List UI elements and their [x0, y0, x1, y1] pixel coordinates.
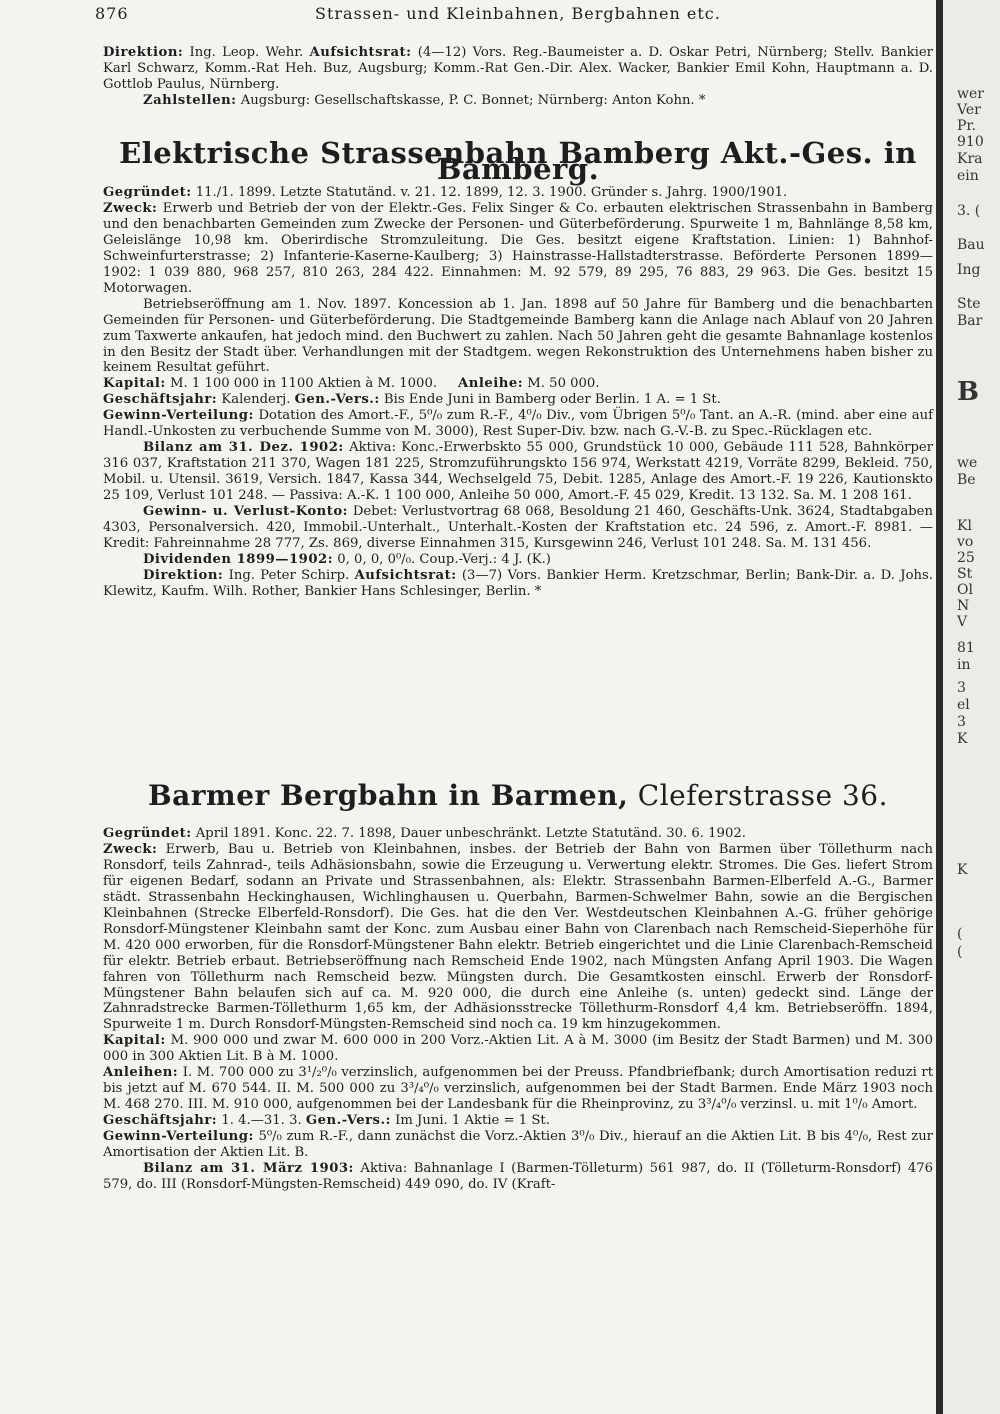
- label-genvers: Gen.-Vers.:: [305, 1113, 391, 1129]
- adjacent-fragment: Ste: [957, 296, 981, 312]
- text-direktion: Ing. Peter Schirp.: [228, 567, 350, 583]
- entry-title-bamberg: Elektrische Strassenbahn Bamberg Akt.-Ges. in Bamberg.: [119, 136, 917, 186]
- label-zweck: Zweck:: [103, 200, 158, 216]
- adjacent-fragment: 81: [957, 640, 975, 656]
- entry-title-main: Barmer Bergbahn in Barmen,: [148, 779, 629, 812]
- text-gewinn: 5⁰/₀ zum R.-F., dann zunächst die Vorz.-Aktien 3⁰/₀ Div., hierauf an die Aktien Lit. B bis 4⁰/₀, Rest zur Amortisation der Aktien Lit. B.: [103, 1129, 933, 1161]
- text-dividenden: 0, 0, 0, 0⁰/₀. Coup.-Verj.: 4 J. (K.): [337, 551, 551, 567]
- entry-title-barmen: [103, 779, 933, 812]
- running-title: Strassen- und Kleinbahnen, Bergbahnen etc.: [315, 4, 721, 23]
- adjacent-fragment: in: [957, 657, 971, 673]
- text-zweck: Erwerb, Bau u. Betrieb von Kleinbahnen, insbes. der Betrieb der Bahn von Barmen über Töllethurm nach Ronsdorf, teils Zahnrad-, teils Adhäsionsbahn, sowie die Erzeugung u. Verwertung elektr. Stromes. Die Ges. liefert Strom für eigenen Bedarf, sodann an Private und Strassenbahnen, als: Elektr. Strassenbahn Barmen-Elberfeld A.-G., Barmer städt. Strassenbahn Heckinghausen, Wichlinghausen u. Querbahn, Barmen-Schwelmer Bahn, sowie an die Bergischen Kleinbahnen (Strecke Elberfeld-Ronsdorf). Die Ges. hat die den Ver. Westdeutschen Kleinbahnen A.-G. früher gehörige Ronsdorf-Müngstener Kleinbahn samt der Konc. zum Ausbau einer Bahn von Clarenbach nach Remscheid-Sieperhöhe für M. 420 000 erworben, für die Ronsdorf-Müngstener Bahn elektr. Betrieb eingerichtet und die Linie Clarenbach-Remscheid für elektr. Betrieb erbaut. Betriebseröffnung nach Remscheid Ende 1902, nach Müngsten Anfang April 1903. Die Wagen fahren von Töllethurm nach Remscheid bezw. Müngsten durch. Die Gesamtkosten einschl. Erwerb der Ronsdorf-Müngstener Bahn belaufen sich auf ca. M. 920 000, die durch eine Anleihe (s. unten) gedeckt sind. Länge der Zahnradstrecke Barmen-Töllethurm 1,65 km, der Adhäsionsstrecke Töllethurm-Ronsdorf 4,4 km. Betriebseröffn. 1894, Spurweite 1 m. Durch Ronsdorf-Müngsten-Remscheid sind noch ca. 19 km hinzugekommen.: [103, 841, 933, 1033]
- adjacent-fragment: (: [957, 926, 963, 942]
- text-aufsichtsrat: (4—12) Vors. Reg.-Baumeister a. D. Oskar Petri, Nürnberg; Stellv. Bankier Karl Schwarz, Komm.-Rat Heh. Buz, Augsburg; Komm.-Rat Gen.-Dir. Alex. Wacker, Bankier Emil Kohn, Hauptmann a. D. Gottlob Paulus, Nürnberg.: [103, 45, 933, 92]
- adjacent-fragment: ein: [957, 168, 979, 184]
- text-gegruendet: 11./1. 1899. Letzte Statutänd. v. 21. 12. 1899, 12. 3. 1900. Gründer s. Jahrg. 1900/1901.: [195, 185, 788, 200]
- page-number: 876: [95, 4, 129, 23]
- label-gegruendet: Gegründet:: [103, 826, 192, 841]
- text-gegruendet: April 1891. Konc. 22. 7. 1898, Dauer unbeschränkt. Letzte Statutänd. 30. 6. 1902.: [195, 826, 746, 841]
- adjacent-fragment: St: [957, 566, 973, 582]
- adjacent-fragment: Bau: [957, 237, 985, 253]
- adjacent-page-strip: [943, 0, 1000, 1414]
- adjacent-fragment: V: [957, 614, 968, 630]
- adjacent-fragment: Kra: [957, 151, 983, 167]
- text-bilanz: Aktiva: Bahnanlage I (Barmen-Tölleturm) 561 987, do. II (Tölleturm-Ronsdorf) 476 579, do. III (Ronsdorf-Müngsten-Remscheid) 449 090, do. IV (Kraft-: [103, 1161, 933, 1192]
- page-header: [95, 6, 940, 28]
- label-anleihen: Anleihen:: [103, 1065, 179, 1081]
- adjacent-fragment: Bar: [957, 313, 983, 329]
- label-aufsichtsrat: Aufsichtsrat:: [309, 45, 412, 60]
- label-bilanz: Bilanz am 31. Dez. 1902:: [143, 440, 344, 456]
- label-aufsichtsrat: Aufsichtsrat:: [354, 567, 457, 583]
- adjacent-fragment: Be: [957, 472, 976, 488]
- label-gegruendet: Gegründet:: [103, 185, 192, 200]
- label-dividenden: Dividenden 1899—1902:: [143, 551, 334, 567]
- adjacent-fragment: K: [957, 862, 968, 878]
- label-zahlstellen: Zahlstellen:: [143, 92, 237, 108]
- adjacent-fragment: B: [957, 377, 979, 407]
- label-gewinn: Gewinn-Verteilung:: [103, 1129, 254, 1145]
- label-zweck: Zweck:: [103, 841, 158, 857]
- text-zweck: Erwerb und Betrieb der von der Elektr.-Ges. Felix Singer & Co. erbauten elektrischen Strassenbahn in Bamberg und den benachbarten Gemeinden zum Zwecke der Personen- und Güterbeförderung. Spurweite 1 m, Bahnlänge 8,58 km, Geleislänge 10,98 km. Oberirdische Stromzuleitung. Die Ges. besitzt eigene Kraftstation. Linien: 1) Bahnhof-Schweinfurterstrasse; 2) Infanterie-Kaserne-Kaulberg; 3) Hainstrasse-Hallstadterstrasse. Beförderte Personen 1899—1902: 1 039 880, 968 257, 810 263, 284 422. Einnahmen: M. 92 579, 89 295, 76 883, 29 963. Die Ges. besitzt 15 Motorwagen.: [103, 200, 933, 296]
- text-betrieb: Betriebseröffnung am 1. Nov. 1897. Koncession ab 1. Jan. 1898 auf 50 Jahre für Bamberg und die benachbarten Gemeinden für Personen- und Güterbeförderung. Die Stadtgemeinde Bamberg kann die Anlage nach Ablauf von 20 Jahren zum Taxwerte ankaufen, hat jedoch mind. den Buchwert zu zahlen. Nach 50 Jahren geht die gesamte Bahnanlage kostenlos in den Besitz der Stadt über. Verhandlungen mit der Stadtgem. wegen Rekonstruktion des Unternehmens haben bisher zu keinem Resultat geführt.: [103, 296, 933, 376]
- text-anleihe: M. 50 000.: [527, 376, 600, 392]
- text-guv: Debet: Verlustvortrag 68 068, Besoldung 21 460, Geschäfts-Unk. 3624, Stadtabgaben 4303, Personalversich. 420, Immobil.-Unterhalt., Unterhalt.-Kosten der Kraftstation etc. 24 596, z. Amort.-F. 8981. — Kredit: Fahreinnahme 28 777, Zs. 869, diverse Einnahmen 315, Kursgewinn 246, Verlust 101 248. Sa. M. 131 456.: [103, 504, 933, 551]
- text-kapital: M. 1 100 000 in 1100 Aktien à M. 1000.: [169, 376, 438, 392]
- prev-entry-block: [103, 45, 933, 109]
- adjacent-fragment: 3. (: [957, 203, 981, 219]
- adjacent-fragment: wer: [957, 86, 984, 102]
- adjacent-fragment: Ol: [957, 582, 973, 598]
- page-edge-divider: [936, 0, 943, 1414]
- label-genvers: Gen.-Vers.:: [294, 392, 380, 408]
- adjacent-fragment: 3: [957, 680, 966, 696]
- entry-title-address: Cleferstrasse 36.: [637, 779, 888, 812]
- label-guv: Gewinn- u. Verlust-Konto:: [143, 504, 349, 520]
- entry-bamberg-body: [103, 185, 933, 600]
- label-direktion: Direktion:: [143, 567, 224, 583]
- adjacent-fragment: N: [957, 598, 970, 614]
- adjacent-fragment: el: [957, 697, 970, 713]
- label-anleihe: Anleihe:: [458, 376, 524, 392]
- text-aufsichtsrat: (3—7) Vors. Bankier Herm. Kretzschmar, Berlin; Bank-Dir. a. D. Johs. Klewitz, Kaufm. Wilh. Rother, Bankier Hans Schlesinger, Berlin. *: [103, 567, 933, 599]
- label-direktion: Direktion:: [103, 45, 184, 60]
- text-kapital: M. 900 000 und zwar M. 600 000 in 200 Vorz.-Aktien Lit. A à M. 3000 (im Besitz der Stadt Barmen) und M. 300 000 in 300 Aktien Lit. B à M. 1000.: [103, 1033, 933, 1065]
- adjacent-fragment: K: [957, 731, 968, 747]
- document-page: [95, 0, 945, 1414]
- adjacent-fragment: Ing: [957, 262, 981, 278]
- adjacent-fragment: 25: [957, 550, 975, 566]
- label-geschaeftsjahr: Geschäftsjahr:: [103, 1113, 218, 1129]
- adjacent-fragment: 3: [957, 714, 966, 730]
- adjacent-fragment: Ver: [957, 102, 981, 118]
- text-genvers: Im Juni. 1 Aktie = 1 St.: [395, 1113, 550, 1129]
- adjacent-fragment: Kl: [957, 518, 972, 534]
- text-zahlstellen: Augsburg: Gesellschaftskasse, P. C. Bonnet; Nürnberg: Anton Kohn. *: [240, 92, 706, 108]
- adjacent-fragment: Pr.: [957, 118, 977, 134]
- adjacent-fragment: (: [957, 944, 963, 960]
- text-geschaeftsjahr: 1. 4.—31. 3.: [221, 1113, 302, 1129]
- adjacent-fragment: vo: [957, 534, 974, 550]
- text-geschaeftsjahr: Kalenderj.: [221, 392, 291, 408]
- label-geschaeftsjahr: Geschäftsjahr:: [103, 392, 218, 408]
- label-gewinn: Gewinn-Verteilung:: [103, 408, 254, 424]
- text-genvers: Bis Ende Juni in Bamberg oder Berlin. 1 A. = 1 St.: [383, 392, 721, 408]
- adjacent-fragment: we: [957, 455, 978, 471]
- label-kapital: Kapital:: [103, 376, 166, 392]
- text-bilanz: Aktiva: Konc.-Erwerbskto 55 000, Grundstück 10 000, Gebäude 111 528, Bahnkörper 316 037, Kraftstation 211 370, Wagen 181 225, Stromzuführungskto 156 974, Werkstatt 4219, Vorräte 8299, Bekleid. 750, Mobil. u. Utensil. 3619, Versich. 1847, Kassa 344, Wechselgeld 75, Debit. 1285, Anlage des Amort.-F. 19 226, Kautionskto 25 109, Verlust 101 248. — Passiva: A.-K. 1 100 000, Anleihe 50 000, Amort.-F. 45 029, Kredit. 13 132. Sa. M. 1 208 161.: [103, 440, 934, 504]
- text-direktion: Ing. Leop. Wehr.: [189, 45, 304, 60]
- text-gewinn: Dotation des Amort.-F., 5⁰/₀ zum R.-F., 4⁰/₀ Div., vom Übrigen 5⁰/₀ Tant. an A.-R. (mind. aber eine auf Handl.-Unkosten zu verbuchende Summe von M. 3000), Rest Super-Div. bzw. nach G.-V.-B. zu Spec.-Rücklagen etc.: [103, 408, 933, 440]
- text-anleihen: I. M. 700 000 zu 3¹/₂⁰/₀ verzinslich, aufgenommen bei der Preuss. Pfandbriefbank; durch Amortisation reduzi rt bis jetzt auf M. 670 544. II. M. 500 000 zu 3³/₄⁰/₀ verzinslich, aufgenommen bei der Stadt Barmen. Ende März 1903 noch M. 468 270. III. M. 910 000, aufgenommen bei der Landesbank für die Rheinprovinz, zu 3³/₄⁰/₀ verzinsl. u. mit 1⁰/₀ Amort.: [103, 1065, 933, 1113]
- label-bilanz: Bilanz am 31. März 1903:: [143, 1161, 354, 1177]
- label-kapital: Kapital:: [103, 1033, 166, 1049]
- adjacent-fragment: 910: [957, 134, 984, 150]
- entry-barmen-body: [103, 826, 933, 1193]
